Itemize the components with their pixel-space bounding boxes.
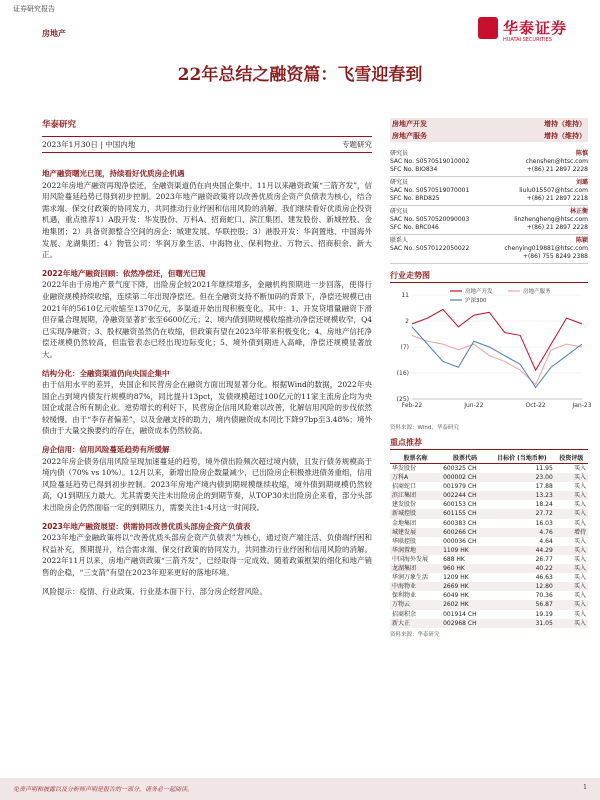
rec-cell: 4.76	[489, 528, 555, 537]
analyst-email[interactable]: chenshen@htsc.com	[525, 158, 588, 165]
section-body: 2022年房地产融资再现净偿还，全融资渠道仍在向央国企集中。11月以来融资政策“三箭齐发”，信用风险蔓延趋势已得到初步控制。2023年地产融资政策将以改善优质房企资产负债表为核心，结合需求端、保交付政策的协同发力，共同推动行业纾困和信用风险的消解。我们继续看好优质房企投资机遇，重点推荐1）A股开发：华发股份、万科A、招商蛇口、滨江集团、建发股份、新城控股、金地集团；2）具备资源整合空间的房企：城建发展、华联控股；3）港股开发：华润置地、中国海外发展、龙湖集团；4）物管公司：华润万象生活、中海物业、保利物业、万物云、招商积余、新大正。	[42, 180, 372, 260]
rec-cell: 2669 HK	[441, 582, 489, 591]
analyst	[390, 177, 588, 206]
rec-cell: 001914 CH	[443, 610, 477, 618]
rec-cell: 中海物业	[390, 582, 441, 591]
rec-table	[390, 452, 588, 628]
rec-cell: 买入	[573, 592, 586, 600]
rec-cell: 13.23	[489, 491, 555, 500]
rec-cell: 华联控股	[392, 537, 417, 545]
table-row	[390, 464, 588, 474]
table-row	[390, 591, 588, 600]
analyst-sac: SAC No. S0570520090003	[390, 216, 470, 223]
rec-cell: 买入	[573, 465, 586, 472]
rating-row	[390, 118, 588, 130]
analyst-role: 研究员	[390, 150, 409, 157]
table-row	[390, 519, 588, 528]
rec-cell: 56.87	[489, 600, 555, 609]
rec-cell: 华润万象生活	[392, 574, 429, 582]
section	[42, 268, 372, 361]
rec-cell: 买入	[555, 564, 588, 573]
analyst-sac: SAC No. S0570519010002	[390, 158, 470, 165]
rec-cell: 新城控股	[390, 509, 441, 518]
rec-cell: 新大正	[390, 619, 441, 628]
x-tick-label: Oct-22	[525, 402, 546, 409]
rec-cell: 70.36	[535, 592, 553, 600]
section	[42, 368, 372, 438]
rec-cell: 买入	[573, 483, 586, 491]
rec-cell: 龙湖集团	[390, 564, 441, 573]
section-body: 2022年房企债务信用风险呈现加速蔓延的趋势，境外债出险频次超过境内债，且发行债务规模高于境内债（70% vs 10%）。12月以来，新增出险房企数量减少，已出险房企积极推进债务重组，信用风险蔓延趋势已得到初步控制。2023年房地产境内债到期规模继续收缩，境外债到期规模仍然较高，Q1到期压力最大。尤其需要关注未出险房企的到期节奏，从TOP30未出险房企来看，部分头部未出险房企仍然面临一定的到期压力，需要关注1-4月这一时间段。	[42, 456, 372, 513]
rating-table	[390, 118, 588, 142]
rec-cell: 40.22	[489, 564, 555, 573]
table-row	[390, 473, 588, 482]
rec-cell: 城建发展	[390, 528, 441, 537]
rec-cell: 16.03	[535, 519, 553, 527]
rec-body	[390, 464, 588, 628]
rec-header-cell: 目标价 (当地币种)	[489, 452, 555, 464]
table-row	[390, 610, 588, 619]
legend-label: 房地产开发	[465, 289, 493, 295]
analyst-role: 研究员	[390, 208, 409, 215]
rec-cell: 4.64	[539, 537, 553, 545]
analyst-phone: +(86) 21 2897 2228	[526, 224, 588, 231]
y-tick-label: (25)	[396, 396, 409, 403]
page-number: 1	[583, 784, 587, 791]
rec-header-cell: 投资评级	[555, 452, 588, 464]
rec-cell: 000036 CH	[443, 537, 477, 545]
section-heading: 房企信用：信用风险蔓延趋势有所缓解	[42, 445, 170, 455]
logo-cn: 华泰证券	[503, 19, 568, 37]
analyst-phone: +(86) 21 2897 2228	[526, 166, 588, 173]
footer-note: 免责声明和披露以及分析师声明是报告的一部分，请务必一起阅读。	[13, 786, 194, 793]
table-row	[390, 555, 588, 564]
rec-cell: 002244 CH	[441, 491, 489, 500]
rec-cell: 买入	[555, 509, 588, 518]
rating-label: 房地产服务	[392, 132, 427, 140]
y-tick-label: (7)	[400, 344, 409, 351]
rec-cell: 增持	[555, 528, 588, 537]
rec-cell: 买入	[573, 501, 586, 509]
trend-source: 资料来源：Wind，华泰研究	[390, 425, 459, 431]
table-row	[390, 509, 588, 518]
rec-cell: 买入	[555, 546, 588, 555]
analyst-role: 研究员	[390, 179, 409, 186]
section-heading: 结构分化：全融资渠道仍向央国企集中	[42, 368, 170, 378]
rec-cell: 买入	[555, 582, 588, 591]
analyst-sac: SAC No. S0570519070001	[390, 187, 470, 194]
section-heading: 地产融资曙光已现，持续看好优质房企机遇	[42, 169, 185, 178]
rec-cell: 保利物业	[392, 592, 417, 600]
rec-cell: 12.80	[489, 582, 555, 591]
y-tick-label: 2	[405, 318, 409, 325]
rec-cell: 1109 HK	[441, 546, 489, 555]
section-body: 2023年地产金融政策将以“改善优质头部房企资产负债表”为核心，通过资产端注活、负债端纾困和权益补充，预期提升，结合需求端、保交付政策的协同发力，共同推动行业纾困和信用风险的消解。2022年11月以来，房地产融资政策“三箭齐发”，已经取得一定成效。随着政策框架的细化和地产销售的企稳，“三支箭”有望在2023年迎来更好的落地环境。	[42, 533, 372, 577]
rec-cell: 滨江集团	[390, 491, 441, 500]
legend-label: 沪深300	[465, 298, 487, 304]
analyst-name: 陈慎	[575, 150, 588, 157]
y-tick-label: 11	[401, 292, 409, 299]
rec-cell: 买入	[555, 619, 588, 628]
rec-cell: 31.05	[489, 619, 555, 628]
rec-header-row	[390, 452, 588, 464]
rec-cell: 万科A	[390, 473, 441, 482]
rec-cell: 1209 HK	[443, 574, 469, 582]
rec-header-cell: 股票名称	[390, 452, 441, 464]
rec-cell: 23.00	[489, 473, 555, 482]
x-tick-label: Jan-23	[572, 402, 592, 409]
report-type: 证券研究报告	[13, 5, 55, 13]
rec-cell: 中国海外发展	[392, 555, 429, 563]
rec-cell: 2602 HK	[441, 600, 489, 609]
analyst-phone: +(86) 21 2897 2218	[526, 195, 588, 202]
rec-title: 重点推荐	[390, 437, 588, 450]
rec-header-cell: 股票代码	[441, 452, 489, 464]
table-row	[390, 537, 588, 546]
rec-cell: 002968 CH	[441, 619, 489, 628]
analyst-phone: +(86) 755 8249 2388	[522, 253, 588, 260]
logo-en: HUATAI SECURITIES	[503, 37, 552, 43]
rating-row	[390, 130, 588, 142]
footer	[0, 778, 600, 800]
section-heading: 2023年地产融资展望：供需协同改善优质头部房企资产负债表	[42, 521, 251, 531]
series-line	[412, 335, 582, 384]
table-row	[390, 619, 588, 628]
rec-cell: 600325 CH	[443, 465, 477, 472]
legend-label: 房地产服务	[523, 289, 551, 295]
y-tick-label: (16)	[396, 370, 409, 377]
rec-cell: 买入	[573, 555, 586, 563]
rec-cell: 688 HK	[443, 555, 465, 563]
analyst-email[interactable]: liulu015507@htsc.com	[519, 187, 588, 194]
rec-cell: 6049 HK	[443, 592, 469, 600]
sector-label: 房地产	[42, 28, 66, 38]
section	[42, 521, 372, 579]
rec-cell: 买入	[573, 519, 586, 527]
rec-source: 资料来源：华泰研究	[390, 631, 440, 638]
rec-cell: 27.72	[489, 509, 555, 518]
company-logo	[478, 17, 588, 45]
logo-mark-icon	[478, 17, 498, 39]
main-body	[42, 168, 372, 597]
analyst-name: 刘璐	[575, 179, 588, 186]
section	[42, 168, 372, 261]
table-row	[390, 528, 588, 537]
section-heading: 2022年地产融资回顾：依然净偿还，但曙光已现	[42, 268, 206, 278]
rec-cell: 600153 CH	[443, 501, 477, 509]
rec-cell: 601155 CH	[441, 509, 489, 518]
analyst-email[interactable]: chenying019881@htsc.com	[504, 245, 588, 252]
rec-cell: 600383 CH	[443, 519, 477, 527]
rec-cell: 44.29	[489, 546, 555, 555]
x-tick-label: Feb-22	[401, 402, 423, 409]
rec-cell: 000002 CH	[441, 473, 489, 482]
analyst-role: 联系人	[390, 237, 409, 244]
risk-note: 风险提示：疫情、行业政策、行业基本面下行、部分房企经营风险。	[42, 586, 267, 596]
analyst-sfc: SFC No. BRC046	[390, 224, 439, 231]
report-region: 中国内地	[105, 140, 136, 149]
rec-cell: 买入	[555, 491, 588, 500]
rating-value: 增持（维持）	[544, 120, 586, 128]
section-body: 由于信用水平的差异，央国企和民营房企在融资方面出现显著分化。根据Wind的数据，2022年央国企占到境内债发行规模的87%，同比提升13pct，发债规模超过100亿元的11家主流房企均为央国企或混合所有制企业。逆势增长的利好下，民营房企信用风险难以改善，化解信用风险的步伐依然较缓慢。由于“李存者偏差”，以及金融支持的助力，境内债融资成本同比下降97bp至3.48%；境外债由于大量交换要约的存在，融资成本仍然较高。	[42, 380, 372, 436]
rec-cell: 18.24	[535, 501, 553, 509]
rec-cell: 19.19	[535, 610, 553, 618]
rec-cell: 金地集团	[392, 519, 417, 527]
table-row	[390, 491, 588, 500]
report-kind: 专题研究	[342, 140, 372, 149]
section	[42, 444, 372, 514]
analyst-sac: SAC No. S0570122050022	[390, 245, 470, 252]
rec-cell: 买入	[573, 574, 586, 582]
rec-cell: 华润置地	[390, 546, 441, 555]
trend-chart	[390, 287, 592, 417]
rec-cell: 万物云	[390, 600, 441, 609]
analyst-email[interactable]: linzhengheng@htsc.com	[514, 216, 588, 223]
rec-cell: 买入	[573, 537, 586, 545]
sidebar	[390, 118, 592, 638]
rec-cell: 46.63	[535, 574, 553, 582]
analyst-name: 林正衡	[569, 208, 588, 215]
x-tick-label: Jun-22	[464, 402, 484, 409]
rec-cell: 建发股份	[392, 501, 417, 509]
rec-cell: 960 HK	[441, 564, 489, 573]
trend-title: 行业走势图	[390, 270, 588, 283]
rec-cell: 26.77	[535, 555, 553, 563]
analyst	[390, 148, 588, 177]
rating-value: 增持（维持）	[544, 132, 586, 140]
table-row	[390, 546, 588, 555]
report-date: 2023年1月30日	[42, 140, 98, 149]
table-row	[390, 573, 588, 582]
rec-cell: 买入	[555, 600, 588, 609]
analyst	[390, 235, 588, 264]
rec-cell: 001979 CH	[443, 483, 477, 491]
table-row	[390, 500, 588, 509]
rec-cell: 买入	[573, 610, 586, 618]
rec-cell: 买入	[555, 473, 588, 482]
analyst-list	[390, 148, 588, 264]
analyst-sfc: SFC No. BIO834	[390, 166, 438, 173]
analyst-sfc: SFC No. BRD825	[390, 195, 440, 202]
meta-line: 2023年1月30日 | 中国内地 专题研究	[42, 136, 372, 153]
analyst-name: 陈颖	[575, 237, 588, 244]
rec-cell: 11.95	[535, 465, 553, 472]
table-row	[390, 600, 588, 609]
rec-cell: 招商蛇口	[392, 483, 417, 491]
table-row	[390, 564, 588, 573]
rec-cell: 17.88	[535, 483, 553, 491]
meta-block	[42, 118, 372, 153]
report-title: 22年总结之融资篇：飞雪迎春到	[177, 65, 423, 85]
series-line	[412, 309, 582, 370]
rec-cell: 华发股份	[392, 465, 417, 472]
table-row	[390, 482, 588, 491]
rating-label: 房地产开发	[392, 120, 427, 128]
section-body: 2022年由于房地产景气度下降，出险房企较2021年继续增多，金融机构预期进一步回落，使得行业融资规模持续收缩，连续第二年出现净偿还。但在全融资支持不断加码的背景下，净偿还规模已由2021年的5610亿元收缩至1370亿元，多渠道开始出现积极变化。其中：1、开发贷增量融资下滑但存量合理展期，净融资显著扩张至6600亿元；2、境内债到期规模收缩推动净偿还规模收窄，Q4已实现净融资；3、股权融资虽然仍在收缩，但政策有望在2023年带来积极变化；4、房地产信托净偿还规模仍然较高，但监管表态已经出现边际变化；5、境外债到期进入高峰，净偿还规模显著放大。	[42, 280, 372, 359]
analyst	[390, 206, 588, 235]
rec-cell: 600266 CH	[441, 528, 489, 537]
dept-label: 华泰研究	[42, 120, 77, 130]
table-row	[390, 582, 588, 591]
rec-cell: 招商积余	[392, 610, 417, 618]
